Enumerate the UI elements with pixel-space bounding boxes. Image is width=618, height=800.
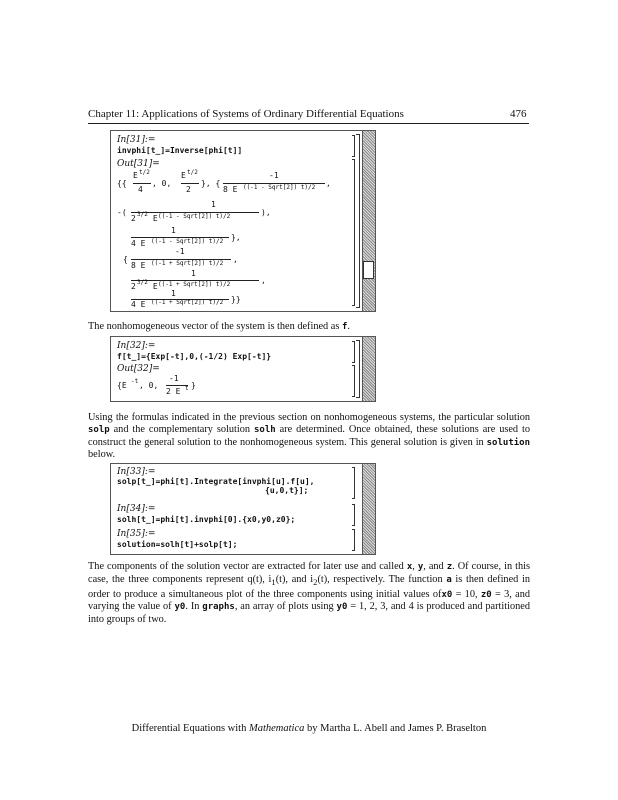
paragraph-text: and the complementary solution — [109, 423, 254, 435]
paragraph-text: is then defined in order to produce a simultaneous plot of the three components using initial values of — [88, 573, 530, 600]
output-numerator: E — [133, 171, 138, 180]
input-31[interactable]: invphi[t_]=Inverse[phi[t]] — [117, 146, 243, 155]
output-text: {E — [117, 381, 127, 390]
fraction-bar — [181, 183, 199, 184]
output-separator: , — [261, 276, 266, 285]
paragraph — [88, 321, 530, 334]
in-label-34: In[34]:= — [117, 504, 156, 514]
output-numerator: E — [181, 171, 186, 180]
notebook-cell-33-35 — [110, 463, 376, 555]
in-label-33: In[33]:= — [117, 467, 156, 477]
page-footer — [0, 723, 618, 734]
output-exponent: t — [185, 385, 189, 392]
code-term: z — [446, 562, 453, 572]
output-denominator: 4 E — [131, 239, 146, 248]
output-numerator: -1 — [175, 247, 185, 256]
output-exponent: ((-1 + Sqrt[2]) t)/2 — [151, 260, 224, 267]
output-exponent: ((-1 + Sqrt[2]) t)/2 — [158, 281, 231, 288]
output-numerator: 1 — [211, 200, 216, 209]
paragraph-text: Using the formulas indicated in the previous section on nonhomogeneous systems, the particular solution — [88, 412, 530, 423]
paragraph — [88, 561, 530, 626]
output-numerator: -1 — [169, 374, 179, 383]
output-exponent: 3/2 — [137, 211, 148, 218]
output-exponent: ((-1 - Sqrt[2]) t)/2 — [158, 213, 231, 220]
code-term: x — [406, 562, 413, 572]
input-cell-bracket[interactable] — [352, 135, 355, 157]
output-exponent: -t — [131, 378, 139, 385]
vertical-scrollbar[interactable] — [362, 131, 375, 311]
output-numerator: 1 — [171, 289, 176, 298]
output-denominator: 2 E — [166, 387, 181, 396]
page-number: 476 — [510, 108, 527, 120]
paragraph-text: = 3, and varying the value of — [88, 588, 530, 613]
output-denominator: 8 E — [131, 261, 146, 270]
group-cell-bracket[interactable] — [356, 134, 360, 308]
output-separator: }, { — [201, 179, 221, 188]
output-exponent: ((-1 - Sqrt[2]) t)/2 — [151, 238, 224, 245]
code-term: f — [341, 322, 348, 332]
code-term: solution — [486, 437, 530, 448]
output-exponent: t/2 — [139, 169, 150, 176]
notebook-cell-31 — [110, 130, 376, 312]
in-label-32: In[32]:= — [117, 341, 156, 351]
fraction-bar — [133, 183, 151, 184]
paragraph-text: The components of the solution vector are extracted for later use and called — [88, 561, 407, 572]
paragraph-text: . In — [185, 601, 203, 613]
paragraph-text: (t), respectively. The function — [317, 573, 447, 585]
paragraph-text: . Of course, in this case, the three components represent q(t), i — [88, 561, 530, 585]
chapter-title: Chapter 11: Applications of Systems of Ordinary Differential Equations — [88, 108, 404, 120]
output-text: ), — [261, 208, 271, 217]
input-35[interactable]: solution=solh[t]+solp[t]; — [117, 540, 238, 549]
paragraph-text: = 1, 2, 3, and 4 is produced and partitioned into groups of two. — [88, 601, 530, 626]
output-denominator: 2 — [186, 185, 191, 194]
output-denominator: E — [148, 214, 158, 223]
input-cell-bracket[interactable] — [352, 341, 355, 363]
output-denominator: 8 E — [223, 185, 238, 194]
output-denominator: E — [148, 282, 158, 291]
output-denominator: 4 — [138, 185, 143, 194]
output-numerator: 1 — [171, 226, 176, 235]
footer-book-title: Mathematica — [248, 723, 305, 734]
output-text: { — [123, 255, 128, 264]
output-text: -( — [117, 208, 127, 217]
output-separator: , — [326, 179, 331, 188]
output-text: }, — [231, 233, 241, 242]
output-cell-bracket[interactable] — [352, 159, 355, 306]
paragraph-text: , and — [423, 561, 447, 572]
code-term: y — [417, 562, 424, 572]
output-text: } — [191, 381, 196, 390]
output-cell-bracket[interactable] — [352, 365, 355, 397]
paragraph-text: (t), and i — [275, 573, 314, 585]
paragraph-text: . — [347, 321, 350, 332]
subscript: 2 — [313, 576, 318, 587]
output-separator: , 0, — [152, 179, 177, 188]
paragraph-text: , — [412, 561, 418, 572]
code-term: a — [446, 574, 452, 585]
output-separator: , 0, — [139, 381, 164, 390]
paragraph-text: , an array of plots using — [234, 601, 337, 613]
input-32[interactable]: f[t_]={Exp[-t],0,(-1/2) Exp[-t]} — [117, 352, 272, 361]
footer-text: Differential Equations with — [131, 723, 249, 734]
out-label-32: Out[32]= — [117, 364, 160, 374]
code-term: graphs — [202, 602, 235, 613]
output-numerator: -1 — [269, 171, 279, 180]
output-denominator: 2 — [131, 282, 136, 291]
code-term: solh — [253, 424, 276, 435]
vertical-scrollbar[interactable] — [362, 337, 375, 401]
output-exponent: t/2 — [187, 169, 198, 176]
paragraph-text: are determined. Once obtained, these solutions are used to construct the general solution to the nonhomogeneous system. This general solution is given in — [88, 423, 530, 448]
output-exponent: 3/2 — [137, 279, 148, 286]
input-33-line1[interactable]: solp[t_]=phi[t].Integrate[invphi[u].f[u], — [117, 477, 315, 486]
in-label-35: In[35]:= — [117, 529, 156, 539]
subscript: 1 — [271, 576, 276, 587]
input-cell-bracket[interactable] — [352, 504, 355, 526]
output-exponent: ((-1 + Sqrt[2]) t)/2 — [151, 299, 224, 306]
output-denominator: 4 E — [131, 300, 146, 309]
paragraph — [88, 412, 530, 461]
code-term: solp — [88, 424, 110, 435]
code-term: y0 — [336, 602, 348, 613]
output-text: }} — [231, 295, 241, 304]
vertical-scrollbar[interactable] — [362, 464, 375, 554]
out-label-31: Out[31]= — [117, 159, 160, 169]
header-rule — [88, 123, 529, 124]
output-exponent: ((-1 - Sqrt[2]) t)/2 — [243, 184, 316, 191]
notebook-cell-32 — [110, 336, 376, 402]
in-label-31: In[31]:= — [117, 135, 156, 145]
paragraph-text: The nonhomogeneous vector of the system is then defined as — [88, 321, 342, 332]
code-term: x0 — [441, 589, 453, 600]
output-brace: {{ — [117, 179, 127, 188]
footer-text: by Martha L. Abell and James P. Braselton — [304, 723, 487, 734]
code-term: y0 — [174, 602, 186, 613]
group-cell-bracket[interactable] — [356, 340, 360, 398]
output-numerator: 1 — [191, 269, 196, 278]
paragraph-text: = 10, — [452, 588, 481, 600]
input-cell-bracket[interactable] — [352, 529, 355, 551]
input-cell-bracket[interactable] — [352, 467, 355, 499]
code-term: z0 — [480, 589, 492, 600]
output-denominator: 2 — [131, 214, 136, 223]
input-34[interactable]: solh[t_]=phi[t].invphi[0].{x0,y0,z0}; — [117, 515, 296, 524]
paragraph-text: below. — [88, 449, 116, 461]
scrollbar-thumb[interactable] — [363, 261, 374, 279]
output-separator: , — [233, 255, 238, 264]
input-33-line2[interactable]: {u,0,t}]; — [265, 486, 309, 495]
